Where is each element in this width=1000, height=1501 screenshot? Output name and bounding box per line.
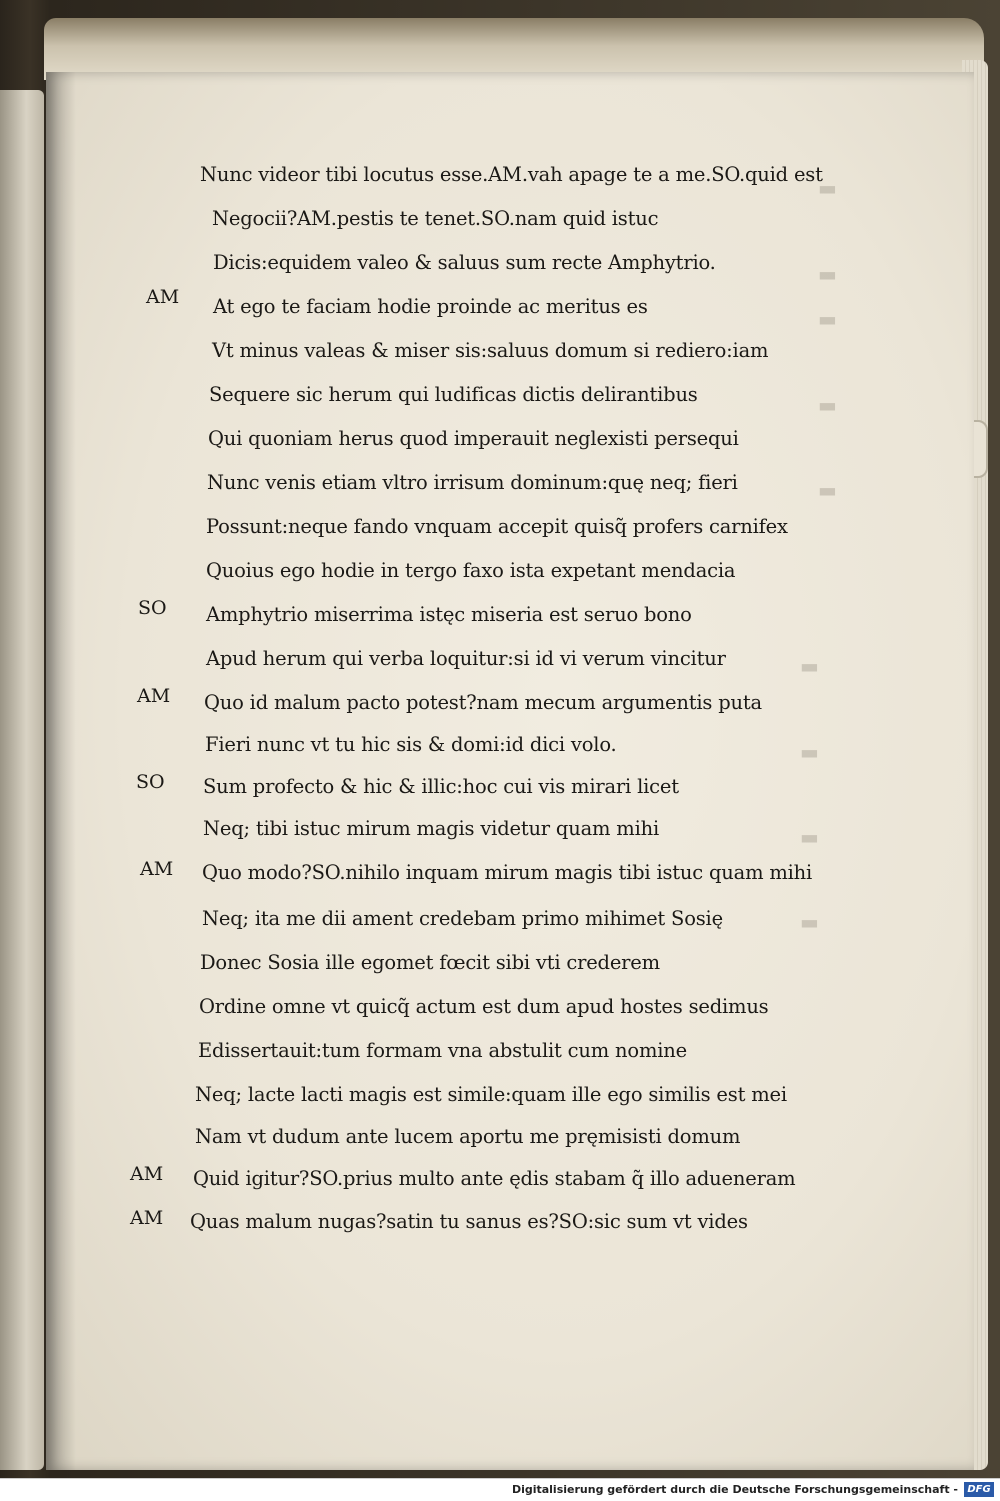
text-line: Neq; tibi istuc mirum magis videtur quam mihi bbox=[203, 817, 660, 840]
book-top-edge bbox=[44, 18, 984, 80]
text-line: Quid igitur?SO.prius multo ante ędis stabam q̃ illo adueneram bbox=[193, 1167, 796, 1190]
speaker-label: SO bbox=[138, 597, 167, 619]
speaker-label: AM bbox=[140, 858, 174, 880]
text-line: Neq; ita me dii ament credebam primo mihimet Sosię bbox=[202, 907, 723, 930]
text-line: Negocii?AM.pestis te tenet.SO.nam quid istuc bbox=[212, 207, 659, 230]
text-line: Quo modo?SO.nihilo inquam mirum magis tibi istuc quam mihi bbox=[202, 861, 813, 884]
text-line: Donec Sosia ille egomet fœcit sibi vti crederem bbox=[200, 951, 660, 974]
text-line: Dicis:equidem valeo & saluus sum recte Amphytrio. bbox=[213, 251, 716, 274]
text-line: Sum profecto & hic & illic:hoc cui vis mirari licet bbox=[203, 775, 679, 798]
text-line: Nunc videor tibi locutus esse.AM.vah apage te a me.SO.quid est bbox=[200, 163, 823, 186]
text-line: Quo id malum pacto potest?nam mecum argumentis puta bbox=[204, 691, 762, 714]
text-line: Quoius ego hodie in tergo faxo ista expetant mendacia bbox=[206, 559, 736, 582]
text-line: Ordine omne vt quicq̃ actum est dum apud hostes sedimus bbox=[199, 995, 769, 1018]
text-line: At ego te faciam hodie proinde ac meritus es bbox=[213, 295, 648, 318]
text-line: Quas malum nugas?satin tu sanus es?SO:sic sum vt vides bbox=[190, 1210, 748, 1233]
footer-bar bbox=[0, 1478, 1000, 1501]
previous-page-edge bbox=[0, 90, 44, 1470]
speaker-label: AM bbox=[137, 685, 171, 707]
text-line: Edissertauit:tum formam vna abstulit cum nomine bbox=[198, 1039, 687, 1062]
text-line: Vt minus valeas & miser sis:saluus domum si rediero:iam bbox=[212, 339, 769, 362]
text-line: Nam vt dudum ante lucem aportu me pręmisisti domum bbox=[195, 1125, 741, 1148]
text-line: Possunt:neque fando vnquam accepit quisq̃ profers carnifex bbox=[206, 515, 788, 538]
gutter-shadow bbox=[46, 72, 76, 1470]
text-line: Neq; lacte lacti magis est simile:quam ille ego similis est mei bbox=[195, 1083, 787, 1106]
speaker-label: AM bbox=[130, 1207, 164, 1229]
text-line: Fieri nunc vt tu hic sis & domi:id dici volo. bbox=[205, 733, 617, 756]
text-line: Amphytrio miserrima istęc miseria est seruo bono bbox=[206, 603, 692, 626]
text-line: Qui quoniam herus quod imperauit neglexisti persequi bbox=[208, 427, 739, 450]
speaker-label: AM bbox=[146, 286, 180, 308]
footer-credit: Digitalisierung gefördert durch die Deutsche Forschungsgemeinschaft - bbox=[511, 1483, 958, 1496]
text-line: Nunc venis etiam vltro irrisum dominum:quę neq; fieri bbox=[207, 471, 738, 494]
dfg-logo-icon: DFG bbox=[964, 1482, 994, 1497]
text-line: Sequere sic herum qui ludificas dictis delirantibus bbox=[209, 383, 698, 406]
speaker-label: AM bbox=[130, 1163, 164, 1185]
speaker-label: SO bbox=[136, 771, 165, 793]
text-line: Apud herum qui verba loquitur:si id vi verum vincitur bbox=[206, 647, 726, 670]
